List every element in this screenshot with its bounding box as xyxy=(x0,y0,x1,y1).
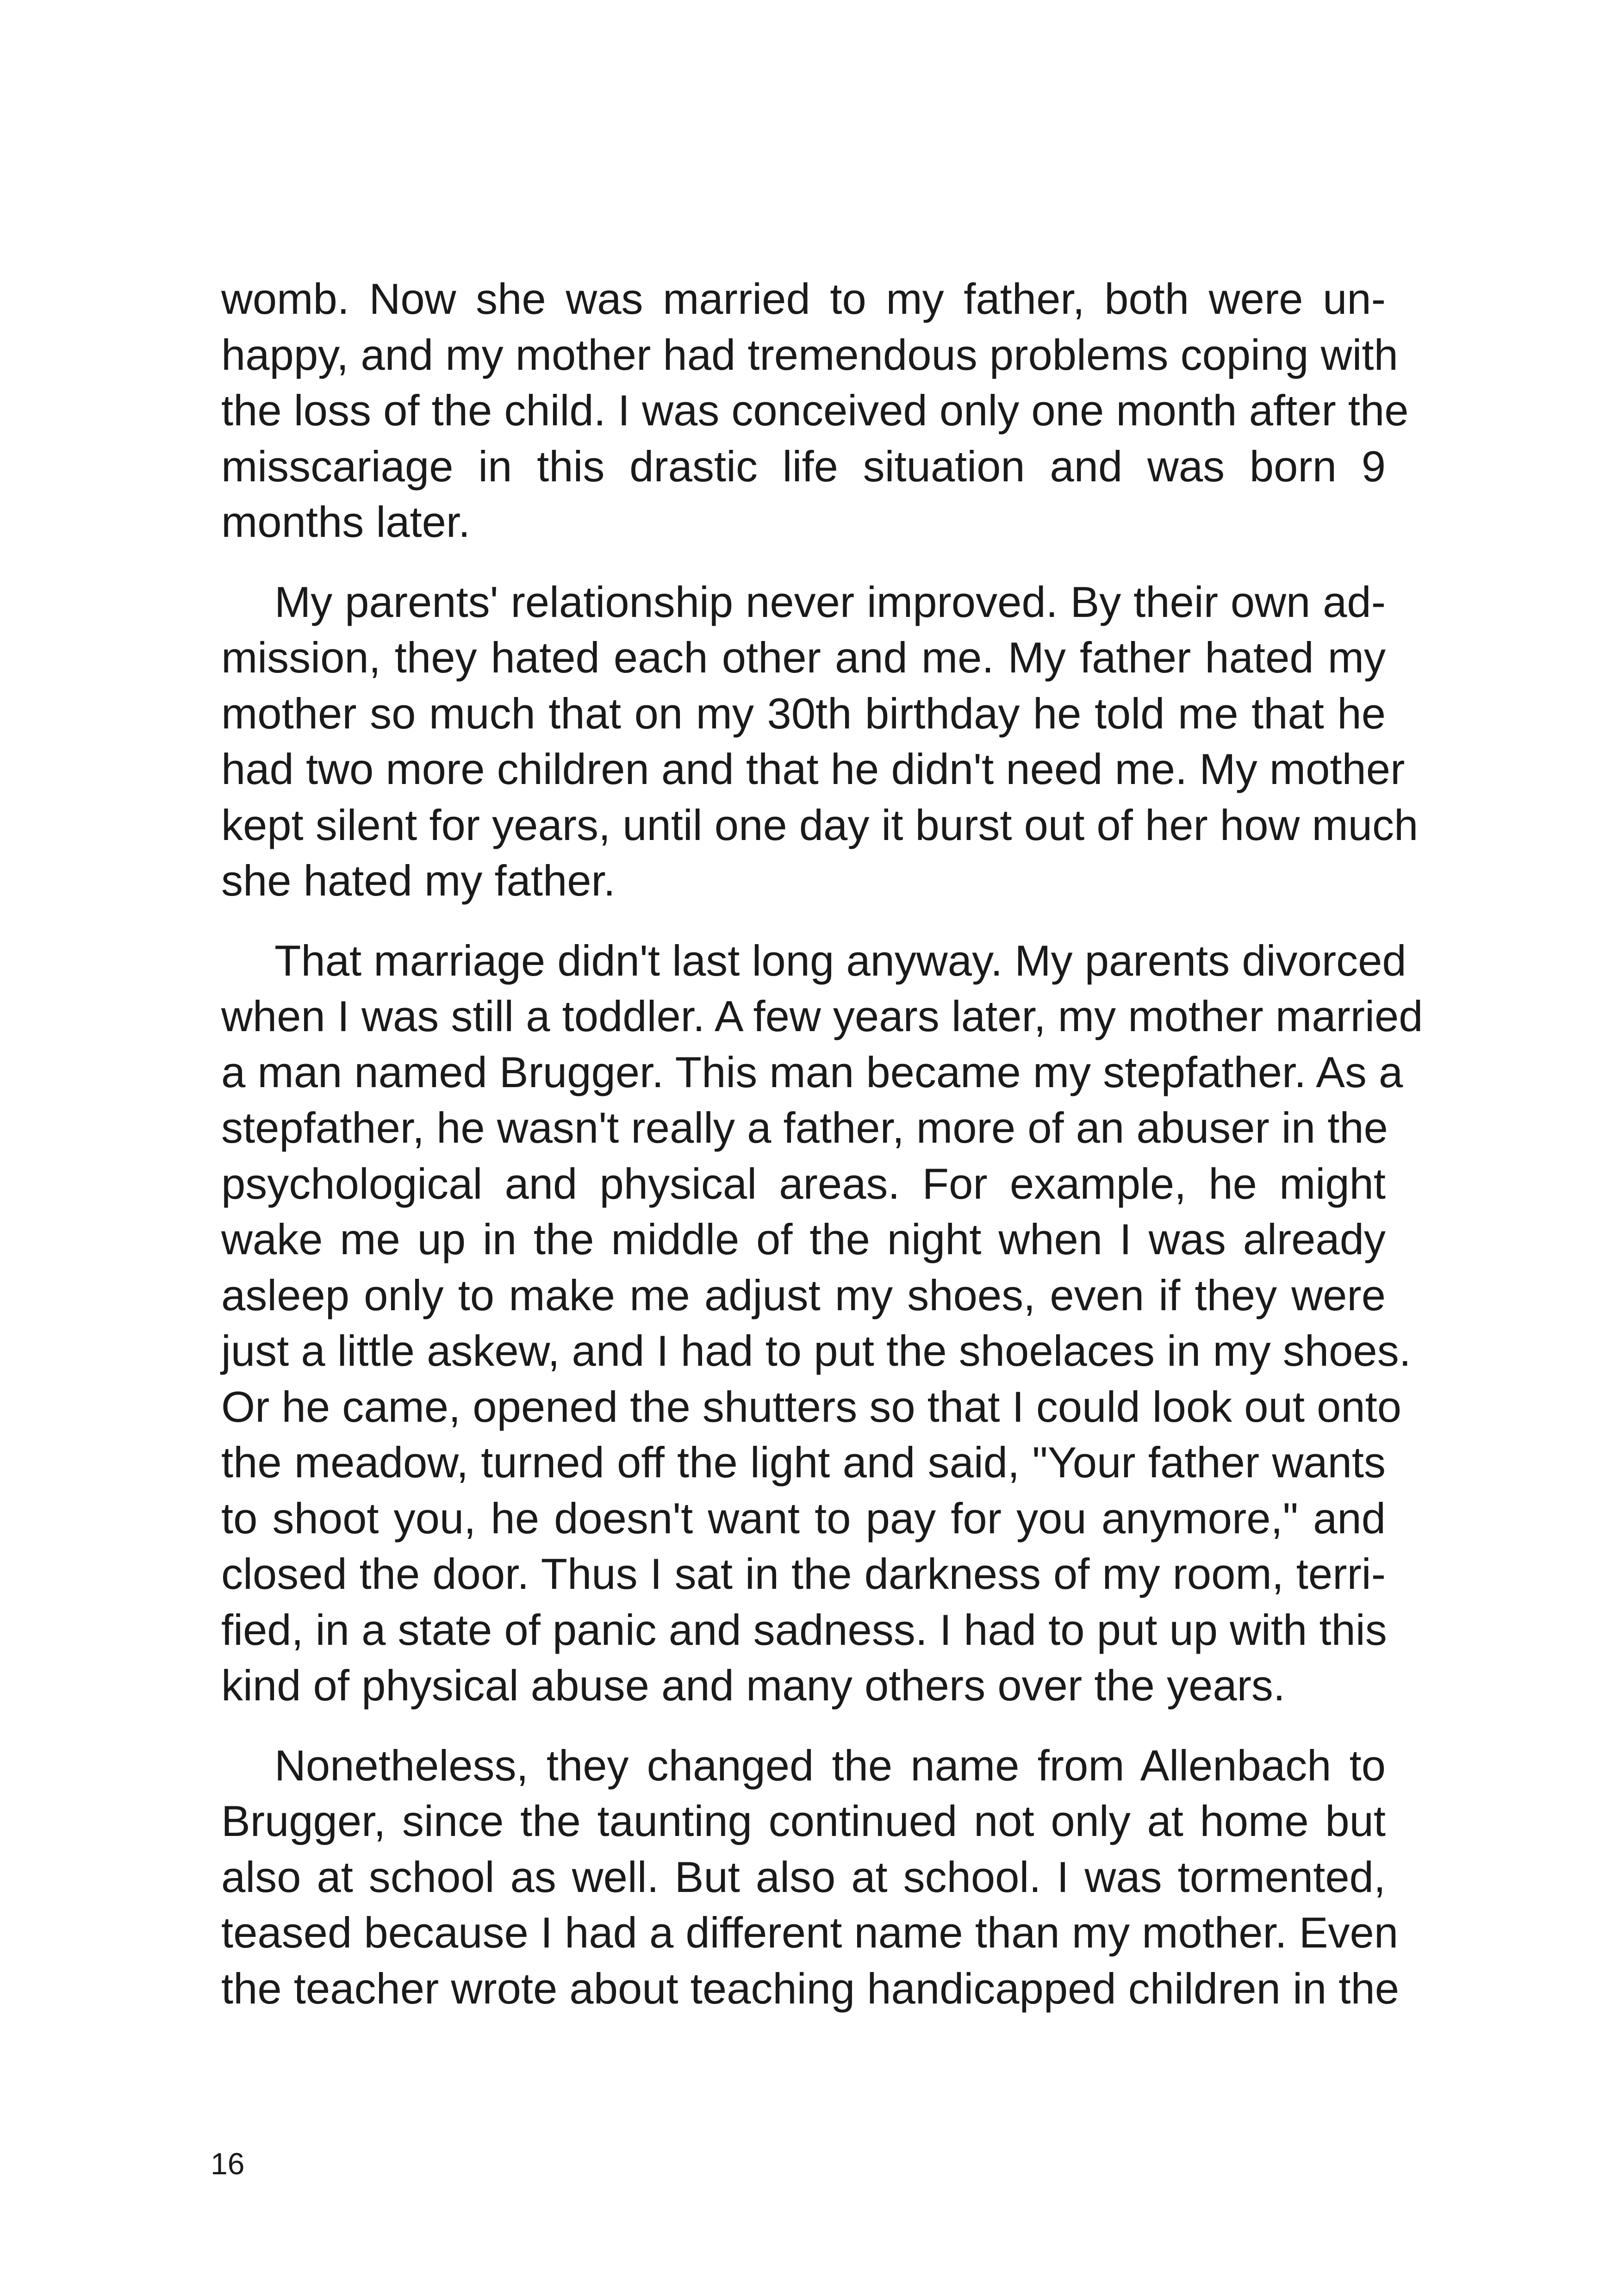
text-line: mission, they hated each other and me. My father hated my xyxy=(221,633,1386,682)
paragraph xyxy=(221,574,1419,909)
paragraph xyxy=(221,271,1409,550)
text-line: to shoot you, he doesn't want to pay for you anymore," and xyxy=(221,1493,1386,1543)
text-line: psychological and physical areas. For example, he might xyxy=(221,1159,1386,1208)
text-line: That marriage didn't last long anyway. My parents divorced xyxy=(274,936,1406,985)
text-line: just a little askew, and I had to put the shoelaces in my shoes. xyxy=(221,1326,1411,1375)
text-line: when I was still a toddler. A few years later, my mother married xyxy=(221,992,1423,1040)
text-line: teased because I had a different name than my mother. Even xyxy=(221,1908,1399,1957)
text-line: misscariage in this drastic life situation and was born 9 xyxy=(221,442,1386,491)
text-line: fied, in a state of panic and sadness. I had to put up with this xyxy=(221,1605,1387,1654)
text-line: My parents' relationship never improved. By their own ad- xyxy=(274,577,1386,626)
text-line: closed the door. Thus I sat in the darkness of my room, terri- xyxy=(221,1549,1386,1598)
text-line: asleep only to make me adjust my shoes, even if they were xyxy=(221,1270,1386,1319)
text-line: the teacher wrote about teaching handicapped children in the xyxy=(221,1964,1400,2013)
paragraph xyxy=(221,933,1423,1714)
text-line: had two more children and that he didn't need me. My mother xyxy=(221,745,1405,793)
text-line: happy, and my mother had tremendous problems coping with xyxy=(221,330,1398,379)
text-line: womb. Now she was married to my father, both were un- xyxy=(221,274,1386,323)
body-text xyxy=(221,271,1423,2041)
text-line: Nonetheless, they changed the name from Allenbach to xyxy=(274,1741,1386,1790)
text-line: the meadow, turned off the light and said, "Your father wants xyxy=(221,1438,1386,1487)
text-line: she hated my father. xyxy=(221,856,616,905)
text-line: kind of physical abuse and many others over the years. xyxy=(221,1661,1286,1710)
text-line: Brugger, since the taunting continued not only at home but xyxy=(221,1797,1386,1845)
text-line: the loss of the child. I was conceived only one month after the xyxy=(221,386,1409,435)
text-line: mother so much that on my 30th birthday he told me that he xyxy=(221,689,1386,738)
text-line: kept silent for years, until one day it burst out of her how much xyxy=(221,800,1419,849)
text-line: a man named Brugger. This man became my stepfather. As a xyxy=(221,1047,1403,1096)
paragraph xyxy=(221,1738,1400,2017)
text-line: Or he came, opened the shutters so that I could look out onto xyxy=(221,1382,1402,1431)
page-number: 16 xyxy=(211,2147,245,2181)
text-line: also at school as well. But also at school. I was tormented, xyxy=(221,1852,1386,1901)
text-line: stepfather, he wasn't really a father, more of an abuser in the xyxy=(221,1103,1388,1152)
text-line: wake me up in the middle of the night when I was already xyxy=(221,1215,1386,1263)
text-line: months later. xyxy=(221,498,471,546)
